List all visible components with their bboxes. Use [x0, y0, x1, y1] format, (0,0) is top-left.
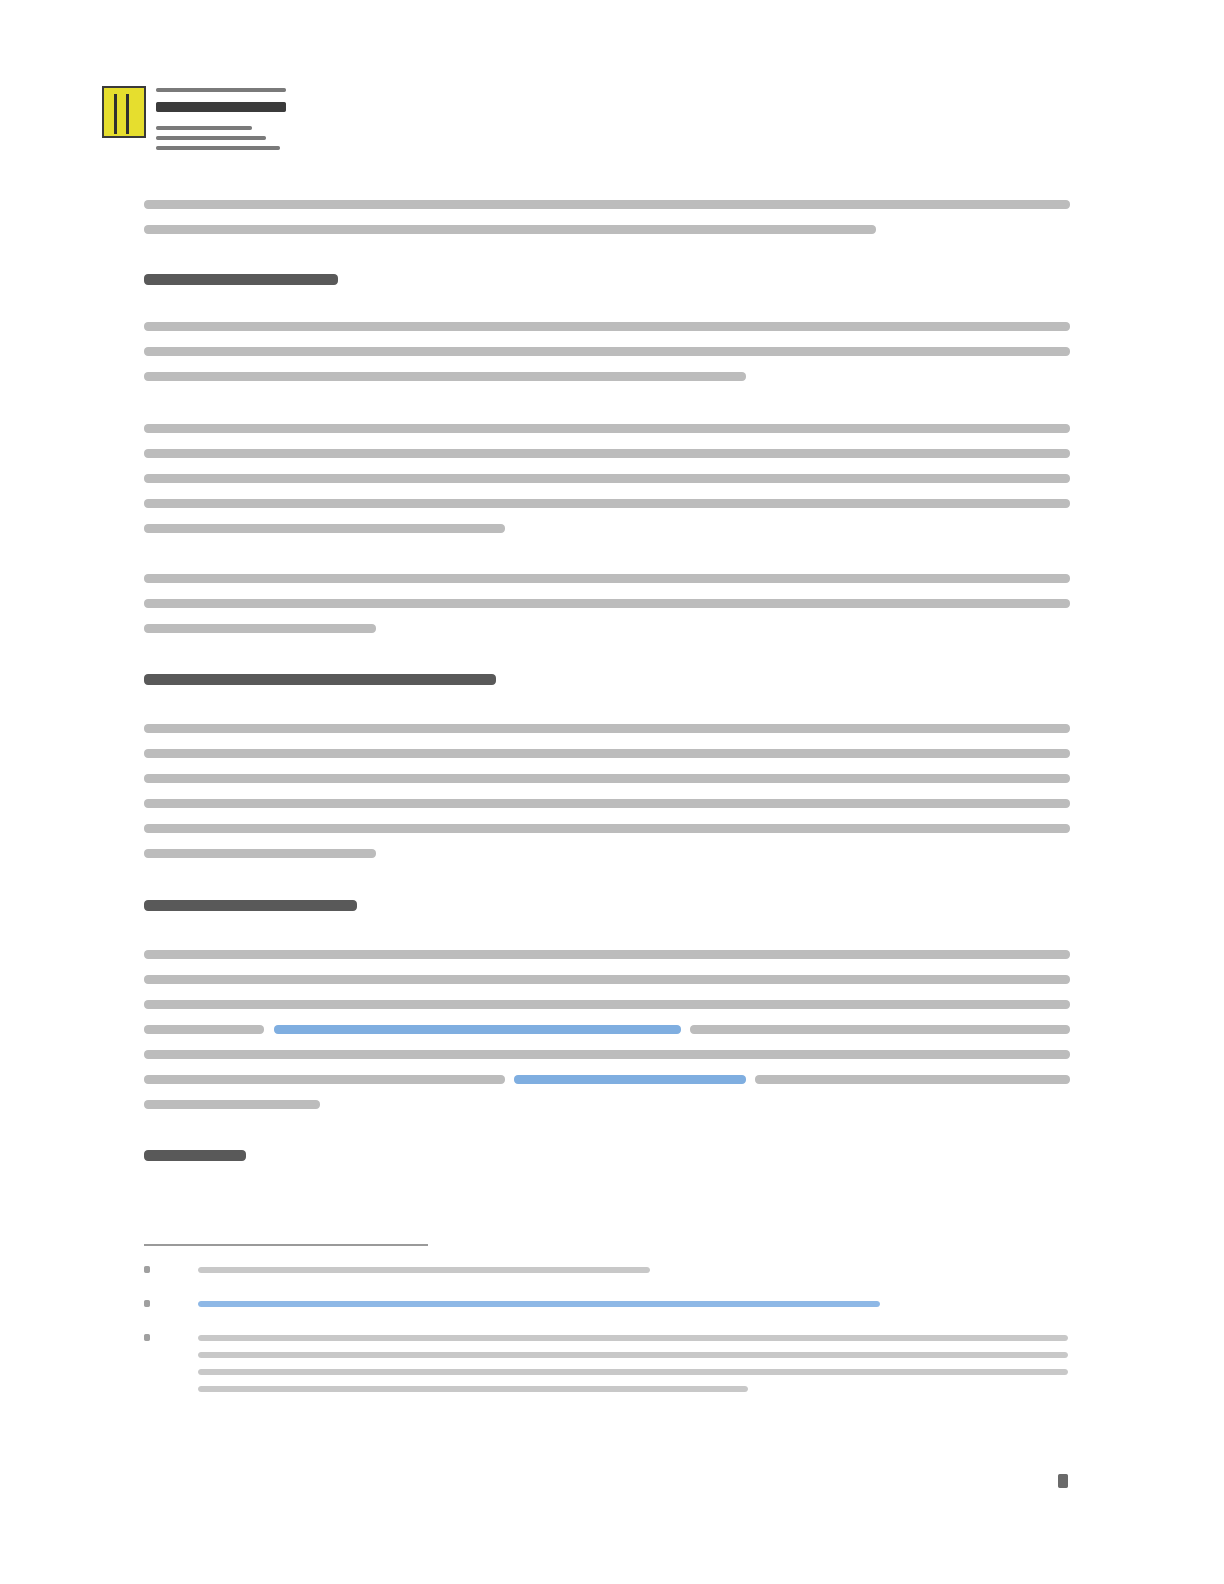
- university-logo: [102, 82, 292, 164]
- paragraph: [144, 950, 1070, 1109]
- page-number: [1058, 1474, 1068, 1488]
- footnote-separator: [144, 1244, 428, 1246]
- footnote-link[interactable]: [198, 1301, 880, 1307]
- paragraph: [144, 724, 1070, 858]
- section-heading: [144, 274, 1070, 285]
- email-link[interactable]: [514, 1075, 746, 1084]
- section-heading: [144, 1150, 1070, 1161]
- paragraph: [144, 424, 1070, 533]
- paragraph: [144, 322, 1070, 381]
- section-heading: [144, 674, 1070, 685]
- paragraph: [144, 574, 1070, 633]
- section-heading: [144, 900, 1070, 911]
- email-link[interactable]: [274, 1025, 681, 1034]
- paragraph-continuation: [144, 200, 1070, 234]
- logo-emblem-icon: [102, 86, 146, 138]
